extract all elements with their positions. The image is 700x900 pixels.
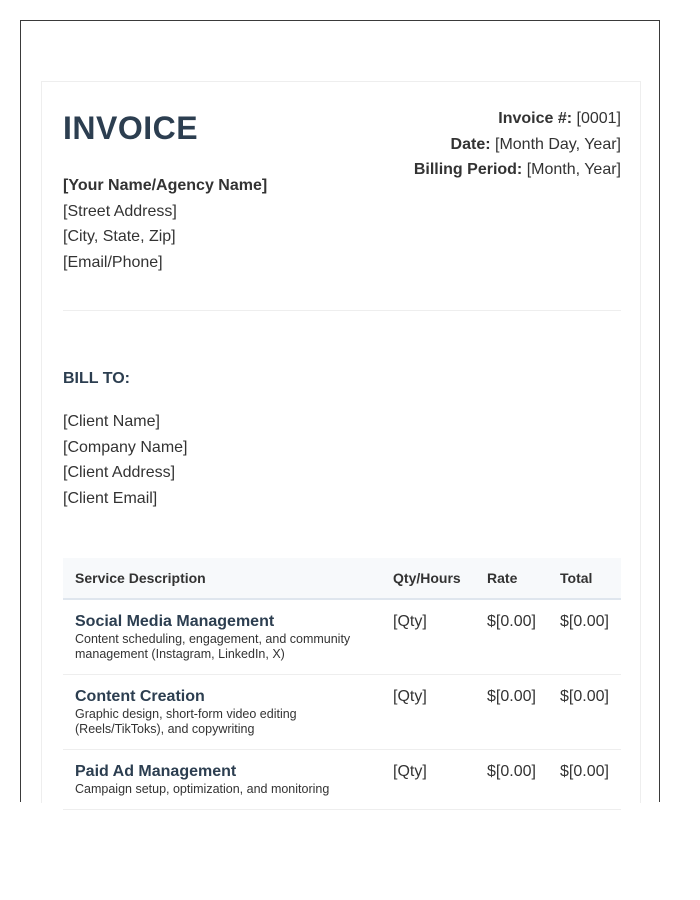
sender-contact: [Email/Phone]: [63, 253, 163, 271]
sender-street: [Street Address]: [63, 202, 177, 220]
rate-cell: $[0.00]: [475, 750, 548, 810]
service-cell: [63, 599, 381, 675]
client-email: [Client Email]: [63, 489, 158, 507]
invoice-number-value: [0001]: [572, 110, 621, 127]
service-name: Content Creation: [75, 688, 205, 705]
sender-name: [Your Name/Agency Name]: [63, 177, 268, 194]
qty-cell: [Qty]: [381, 750, 475, 810]
qty-cell: [Qty]: [381, 599, 475, 675]
invoice-number-line: [414, 106, 621, 132]
header-service-description: Service Description: [63, 558, 381, 599]
service-description: Graphic design, short-form video editing (Reels/TikToks), and copywriting: [75, 707, 297, 736]
rate-cell: $[0.00]: [475, 675, 548, 750]
service-description: Content scheduling, engagement, and community management (Instagram, LinkedIn, X): [75, 632, 351, 661]
total-cell: $[0.00]: [548, 750, 621, 810]
billing-period-label: Billing Period:: [413, 161, 523, 178]
billing-period-line: [414, 157, 621, 183]
service-cell: [63, 750, 381, 810]
services-table: [63, 558, 621, 810]
qty-cell: [Qty]: [381, 675, 475, 750]
table-row: [63, 599, 621, 675]
rate-cell: $[0.00]: [475, 599, 548, 675]
client-company: [Company Name]: [63, 438, 188, 456]
sender-city: [City, State, Zip]: [63, 228, 176, 245]
header-total: Total: [548, 558, 621, 599]
client-name: [Client Name]: [63, 413, 160, 430]
header-qty-hours: Qty/Hours: [381, 558, 475, 599]
invoice-title: INVOICE: [63, 110, 199, 146]
sender-block: [63, 173, 267, 275]
invoice-page: [41, 81, 641, 803]
service-name: Paid Ad Management: [75, 763, 237, 780]
service-cell: [63, 675, 381, 750]
header-rate: Rate: [475, 558, 548, 599]
invoice-number-label: Invoice #:: [498, 110, 573, 127]
invoice-meta: [414, 106, 621, 183]
bill-to-heading: BILL TO:: [63, 370, 130, 387]
total-cell: $[0.00]: [548, 599, 621, 675]
section-divider: [63, 310, 621, 311]
total-cell: $[0.00]: [548, 675, 621, 750]
invoice-date-line: [414, 132, 621, 158]
client-address: [Client Address]: [63, 464, 176, 481]
invoice-date-label: Date:: [450, 135, 491, 153]
table-row: [63, 675, 621, 750]
invoice-date-value: [Month Day, Year]: [490, 135, 621, 153]
service-name: Social Media Management: [75, 613, 275, 630]
billing-period-value: [Month, Year]: [522, 161, 621, 178]
service-description: Campaign setup, optimization, and monitoring: [75, 782, 330, 796]
table-header-row: [63, 558, 621, 599]
table-row: [63, 750, 621, 810]
bill-to-block: [63, 409, 188, 511]
document-frame: [20, 20, 660, 802]
